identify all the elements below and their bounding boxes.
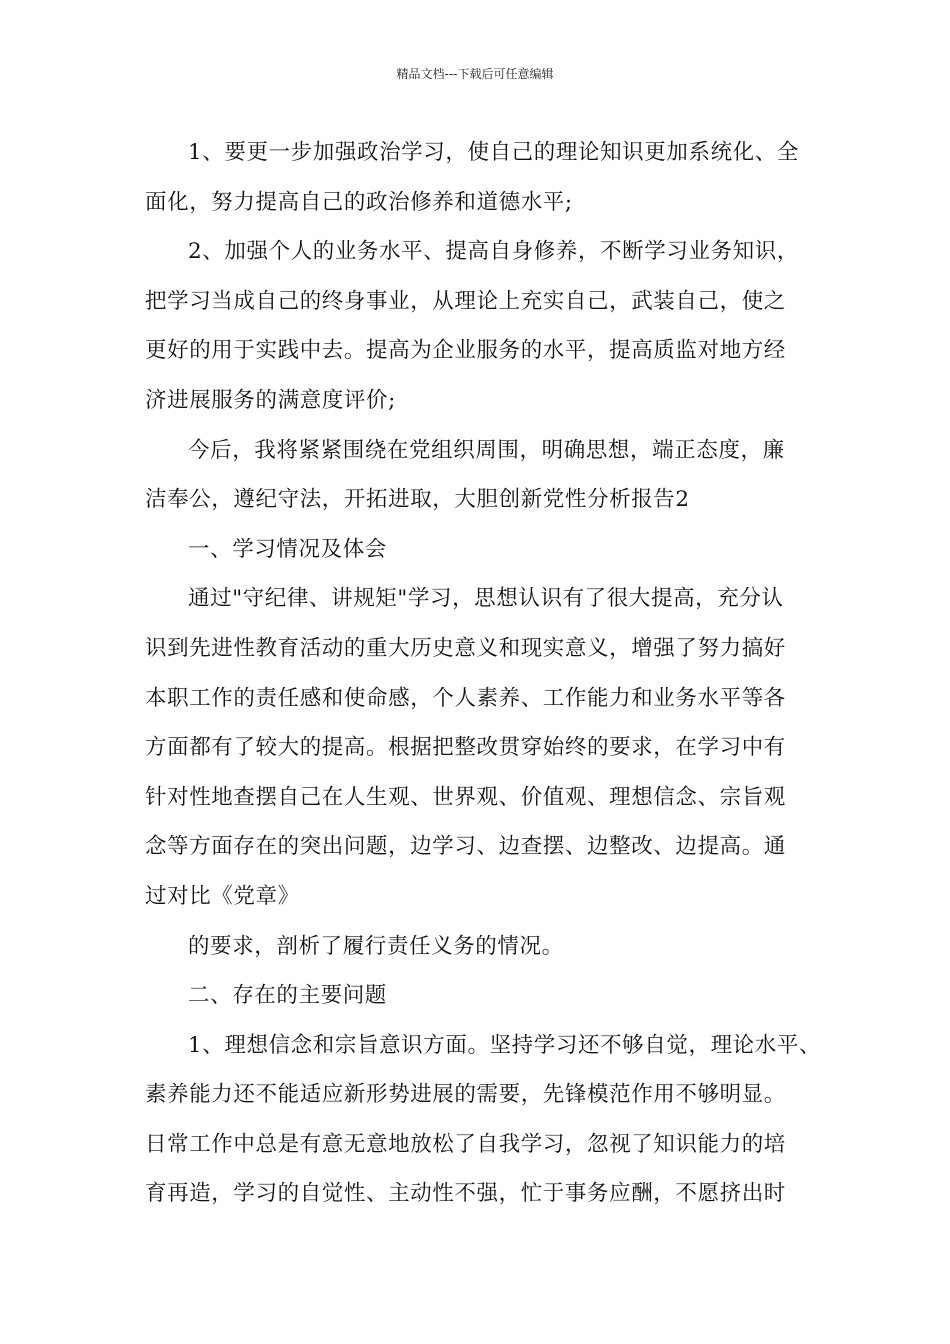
text-line: 把学习当成自己的终身事业，从理论上充实自己，武装自己，使之 <box>145 288 786 314</box>
text-line: 本职工作的责任感和使命感，个人素养、工作能力和业务水平等各 <box>145 685 786 711</box>
document-body <box>145 128 822 1219</box>
text-line: 二、存在的主要问题 <box>188 983 387 1009</box>
text-line: 今后，我将紧紧围绕在党组织周围，明确思想，端正态度，廉 <box>188 437 785 463</box>
text-line: 洁奉公，遵纪守法，开拓进取，大胆创新党性分析报告2 <box>145 487 690 513</box>
text-line: 面化，努力提高自己的政治修养和道德水平; <box>145 189 573 215</box>
text-line: 2、加强个人的业务水平、提高自身修养，不断学习业务知识， <box>188 239 799 265</box>
text-line: 的要求，剖析了履行责任义务的情况。 <box>188 933 564 959</box>
page-header: 精品文档---下载后可任意编辑 <box>396 67 554 81</box>
text-line: 育再造，学习的自觉性、主动性不强，忙于事务应酬，不愿挤出时 <box>145 1181 786 1207</box>
text-line: 1、理想信念和宗旨意识方面。坚持学习还不够自觉，理论水平、 <box>188 1032 822 1058</box>
text-line: 针对性地查摆自己在人生观、世界观、价值观、理想信念、宗旨观 <box>145 784 786 810</box>
text-line: 更好的用于实践中去。提高为企业服务的水平，提高质监对地方经 <box>145 338 786 364</box>
text-line: 日常工作中总是有意无意地放松了自我学习，忽视了知识能力的培 <box>145 1131 786 1157</box>
text-line: 素养能力还不能适应新形势进展的需要，先锋模范作用不够明显。 <box>145 1082 786 1108</box>
text-line: 方面都有了较大的提高。根据把整改贯穿始终的要求，在学习中有 <box>145 735 786 761</box>
text-line: 1、要更一步加强政治学习，使自己的理论知识更加系统化、全 <box>188 140 799 165</box>
text-line: 念等方面存在的突出问题，边学习、边查摆、边整改、边提高。通 <box>145 834 786 860</box>
text-line: 通过"守纪律、讲规矩"学习，思想认识有了很大提高，充分认 <box>188 586 784 612</box>
text-line: 过对比《党章》 <box>145 883 300 909</box>
text-line: 济进展服务的满意度评价; <box>145 387 396 413</box>
text-line: 一、学习情况及体会 <box>188 536 387 562</box>
text-line: 识到先进性教育活动的重大历史意义和现实意义，增强了努力搞好 <box>145 635 786 661</box>
